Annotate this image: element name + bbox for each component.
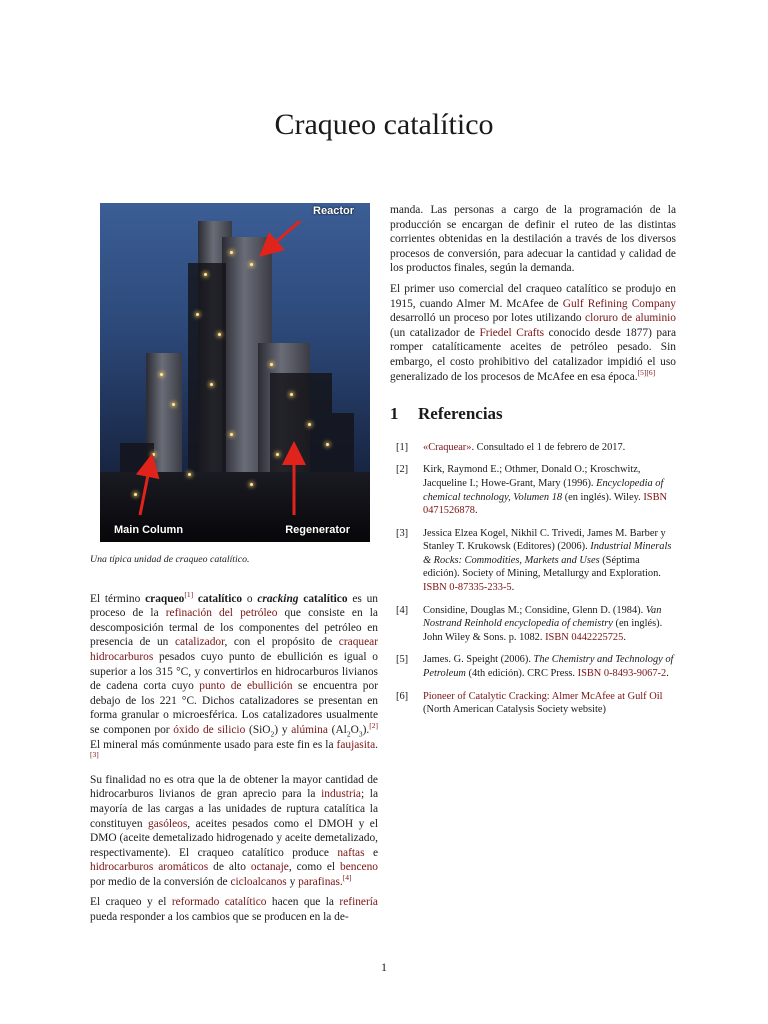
reference-1: [1] «Craquear». Consultado el 1 de febrero de 2017. (396, 441, 626, 453)
cite-3[interactable]: [3] (90, 750, 99, 760)
reference-2-isbn[interactable]: ISBN 0471526878 (423, 491, 668, 517)
reference-4-isbn[interactable]: ISBN 0442225725 (545, 631, 624, 643)
reference-5: [5] James. G. Speight (2006). The Chemistry and Technology of Petroleum (4th edición). CRC Press. ISBN 0-8493-9067-2. (396, 654, 674, 680)
link-catalizador[interactable]: catalizador (174, 636, 225, 649)
reference-6-link[interactable]: Pioneer of Catalytic Cracking: Almer McAfee at Gulf Oil (423, 690, 663, 702)
page-title: Craqueo catalítico (274, 108, 494, 141)
link-faujasita[interactable]: faujasita (336, 738, 376, 751)
link-friedel-crafts[interactable]: Friedel Crafts (479, 326, 545, 339)
link-gasoleos[interactable]: gasóleos (148, 817, 188, 830)
link-hidrocarburos[interactable]: hidrocarburos (90, 650, 154, 663)
link-industria[interactable]: industria (321, 788, 361, 801)
reference-1-link[interactable]: «Craquear» (423, 441, 472, 453)
reference-4: [4] Considine, Douglas M.; Considine, Glenn D. (1984). Van Nostrand Reinhold encyclopedia of chemistry (en inglés). John Wiley & Sons. p. 1082. ISBN 0442225725. (396, 604, 663, 643)
main-column-arrow (140, 465, 150, 515)
figure-caption: Una típica unidad de craqueo catalítico. (90, 554, 250, 565)
link-refinacion[interactable]: refinación del petróleo (165, 607, 278, 620)
paragraph-reformado: El craqueo y el reformado catalítico hacen que la refinería pueda responder a los cambios que se producen en la de- (90, 896, 378, 924)
reference-6: [6] Pioneer of Catalytic Cracking: Almer McAfee at Gulf Oil (North American Catalysis Society website) (396, 690, 663, 716)
link-parafinas[interactable]: parafinas (298, 875, 340, 888)
link-cloruro-aluminio[interactable]: cloruro de aluminio (585, 312, 676, 325)
link-reformado-catalitico[interactable]: reformado catalítico (171, 896, 267, 909)
link-refineria[interactable]: refinería (339, 896, 378, 909)
label-main-column: Main Column (114, 524, 184, 537)
figure-arrows (100, 203, 370, 542)
paragraph-intro: El término craqueo[1] catalítico o cracking catalítico es un proceso de la refinación del petróleo que consiste en la descomposición termal de los componentes del petróleo en presencia de un catalizador, con el propósito de craquear hidrocarburos pesados cuyo punto de ebullición es igual o superior a los 315 °C, y convertirlos en hidrocarburos livianos de cadena corta cuyo punto de ebullición se encuentra por debajo de los 221 °C. Dichos catalizadores se presentan en forma granular o microesférica. Los catalizadores usualmente se componen por óxido de silicio (SiO$_2$) y alúmina $(Al_2O_3).[2]$ El mineral más comúnmente usado para este fin es la faujasita.[3] (90, 589, 378, 760)
link-benceno[interactable]: benceno (340, 861, 378, 874)
link-octanaje[interactable]: octanaje (250, 861, 289, 874)
link-naftas[interactable]: naftas (337, 846, 365, 859)
reference-3: [3] Jessica Elzea Kogel, Nikhil C. Trivedi, James M. Barber y Stanley T. Krukowsk (Editores) (2006). Industrial Minerals & Rocks: Commodities, Markets and Uses (Séptima edición). Society of Mining, Metallurgy and Exploration. ISBN 0-87335-233-5. (396, 527, 672, 594)
page-number: 1 (381, 960, 387, 974)
reference-2: [2] Kirk, Raymond E.; Othmer, Donald O.; Kroschwitz, Jacqueline I.; Howe-Grant, Mary (1996). Encyclopedia of chemical technology, Volumen 18 (en inglés). Wiley. ISBN 0471526878. (396, 464, 668, 517)
section-heading-referencias (390, 404, 676, 424)
reactor-arrow (268, 221, 300, 249)
paragraph-historia: El primer uso comercial del craqueo catalítico se produjo en 1915, cuando Almer M. McAfee de Gulf Refining Company desarrolló un proceso por lotes utilizando cloruro de aluminio (un catalizador de Friedel Crafts conocido desde 1877) para romper catalíticamente aceites de petróleo pesado. Sin embargo, el costo prohibitivo del catalizador impidió el uso generalizado de los procesos de McAfee en esa época.[5][6] (390, 282, 677, 383)
link-alumina[interactable]: alúmina (291, 723, 328, 736)
paragraph-finalidad: Su finalidad no es otra que la de obtener la mayor cantidad de hidrocarburos livianos de gran aprecio para la industria; la mayoría de las cargas a las unidades de ruptura catalítica la constituyen gasóleos, aceites pesados como el DMOH y el DMO (aceite demetalizado hidrogenado y aceite demetalizado, respectivamente). El craqueo catalítico produce naftas e hidrocarburos aromáticos de alto octanaje, como el benceno por medio de la conversión de cicloalcanos y parafinas.[4] (90, 773, 379, 888)
paragraph-demanda: manda. Las personas a cargo de la programación de la producción se encargan de definir el ruteo de las distintas corrientes obtenidas en la destilación a través de los diversos procesos de conversión, para adecuar la cantidad y calidad de los productos finales, según la demanda. (390, 204, 676, 275)
label-regenerator: Regenerator (285, 524, 350, 537)
cite-2[interactable]: [2] (369, 721, 378, 731)
section-number: 1 (390, 404, 399, 424)
right-column (390, 203, 676, 726)
cite-4[interactable]: [4] (342, 873, 352, 883)
refinery-figure (100, 203, 370, 542)
reference-5-isbn[interactable]: ISBN 0-8493-9067-2 (577, 668, 667, 680)
label-reactor: Reactor (313, 205, 354, 217)
link-craquear[interactable]: craquear (338, 636, 378, 649)
cite-5-6[interactable]: [5][6] (637, 367, 656, 377)
reference-3-isbn[interactable]: ISBN 0-87335-233-5 (423, 582, 512, 594)
section-title: Referencias (418, 404, 503, 424)
cite-1[interactable]: [1] (184, 589, 194, 599)
link-hidrocarburos-aromaticos[interactable]: hidrocarburos aromáticos (90, 861, 209, 874)
left-column (90, 203, 378, 931)
link-gulf-refining[interactable]: Gulf Refining Company (562, 297, 677, 310)
link-cicloalcanos[interactable]: cicloalcanos (230, 875, 287, 888)
link-oxido-silicio[interactable]: óxido de silicio (173, 723, 246, 736)
link-punto-ebullicion[interactable]: punto de ebullición (199, 680, 293, 693)
